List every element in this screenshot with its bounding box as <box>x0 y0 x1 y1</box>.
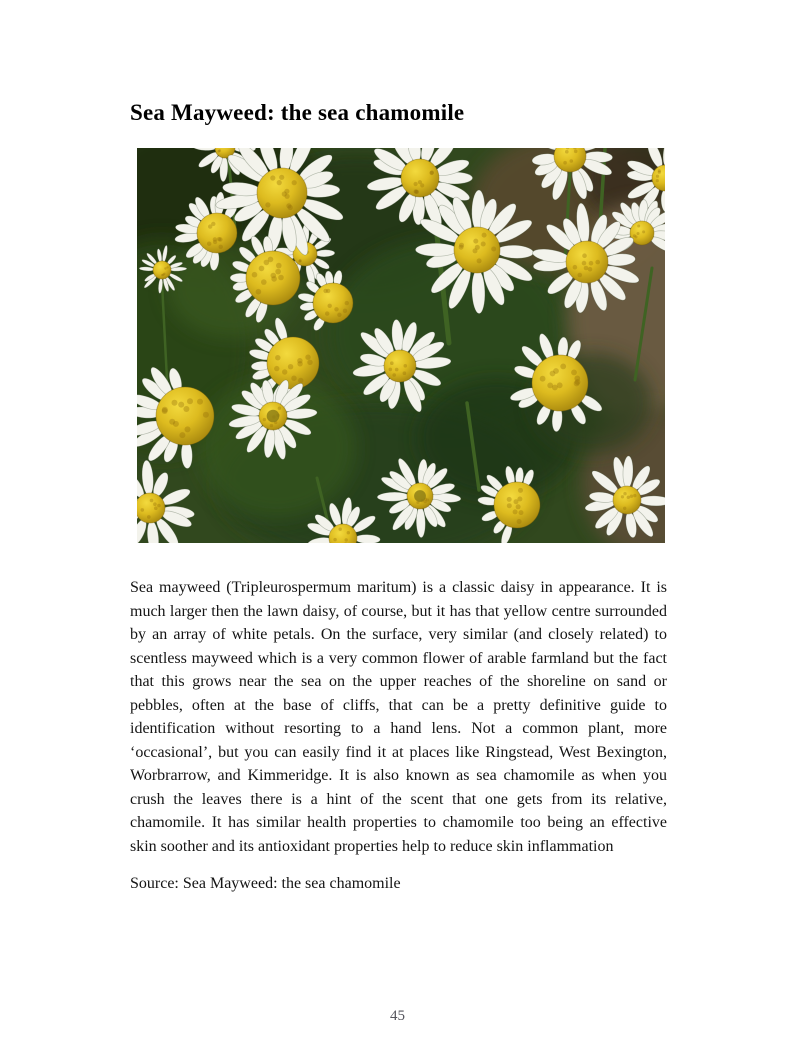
page-title: Sea Mayweed: the sea chamomile <box>130 100 465 125</box>
page-content <box>130 0 667 896</box>
body-paragraph: Sea mayweed (Tripleurospermum maritum) is a classic daisy in appearance. It is much larger then the lawn daisy, of course, but it has that yellow centre surrounded by an array of white petals. On the surface, very similar (and closely related) to scentless mayweed which is a very common flower of arable farmland but the fact that this grows near the sea on the upper reaches of the shoreline on sand or pebbles, often at the base of cliffs, that can be a pretty definitive guide to identification without resorting to a hand lens. Not a common plant, more ‘occasional’, but you can easily find it at places like Ringstead, West Bexington, Worbrarrow, and Kimmeridge. It is also known as sea chamomile as when you crush the leaves there is a hint of the scent that one gets from its relative, chamomile. It has similar health properties to chamomile too being an effective skin soother and its antioxidant properties help to reduce skin inflammation <box>130 579 667 855</box>
flower-photo <box>137 148 665 543</box>
page-number: 45 <box>390 1008 405 1024</box>
source-line: Source: Sea Mayweed: the sea chamomile <box>130 875 401 893</box>
flower-photo-svg <box>137 148 665 543</box>
